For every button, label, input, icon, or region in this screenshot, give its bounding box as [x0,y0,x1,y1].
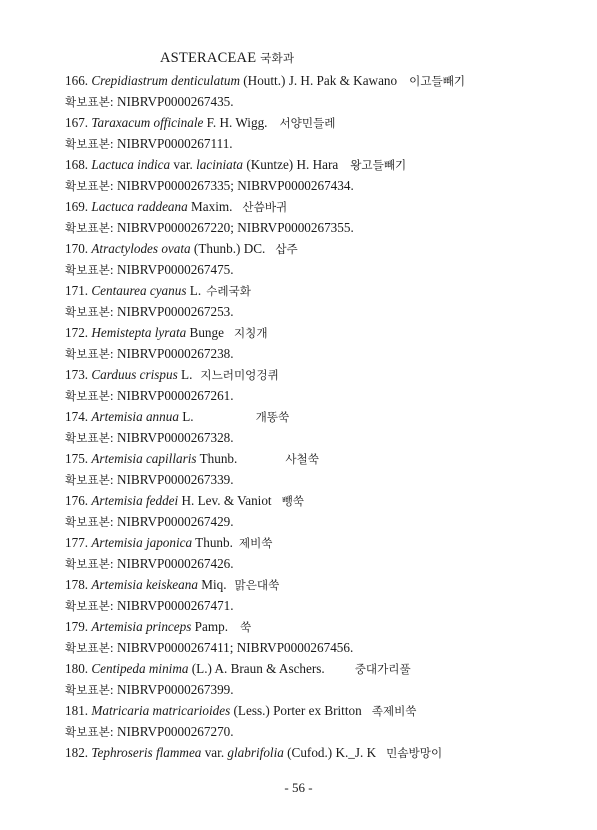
entry-number: 167. [65,115,89,130]
scientific-name: Carduus crispus [91,367,178,382]
author-citation: (Less.) Porter ex Britton [230,703,362,718]
species-entry [65,574,585,595]
voucher-line [65,175,585,196]
author-citation: (Houtt.) J. H. Pak & Kawano [239,73,398,88]
scientific-name: Lactuca raddeana [91,199,188,214]
scientific-name: Matricaria matricarioides [91,703,231,718]
author-citation: L. [177,367,193,382]
entry-number: 179. [65,619,89,634]
voucher-id: NIBRVP0000267261. [117,388,234,403]
entry-number: 169. [65,199,89,214]
species-entry [65,154,585,175]
author-citation: Thunb. [192,535,233,550]
voucher-line [65,427,585,448]
scientific-name: Crepidiastrum denticulatum [91,73,240,88]
author-citation: Bunge [186,325,224,340]
entry-number: 173. [65,367,89,382]
scientific-name: Artemisia annua [91,409,179,424]
korean-name: 삽주 [275,242,298,256]
voucher-label: 확보표본: [65,557,114,571]
korean-name: 왕고들빼기 [350,158,407,172]
voucher-line [65,637,585,658]
voucher-line [65,721,585,742]
author-citation: F. H. Wigg. [203,115,268,130]
author-citation: Miq. [197,577,227,592]
voucher-line [65,553,585,574]
voucher-id: NIBRVP0000267475. [117,262,234,277]
voucher-label: 확보표본: [65,599,114,613]
entry-number: 176. [65,493,89,508]
scientific-name: Taraxacum officinale [91,115,204,130]
korean-name: 이고들빼기 [409,74,466,88]
species-entry [65,490,585,511]
voucher-line [65,385,585,406]
species-entry [65,238,585,259]
entry-number: 180. [65,661,89,676]
voucher-label: 확보표본: [65,221,114,235]
entry-number: 182. [65,745,89,760]
species-entry [65,406,585,427]
entry-number: 172. [65,325,89,340]
family-name-latin: ASTERACEAE [160,50,257,66]
voucher-line [65,511,585,532]
korean-name: 뺑쑥 [281,494,304,508]
voucher-line [65,217,585,238]
voucher-id: NIBRVP0000267411; NIBRVP0000267456. [117,640,354,655]
scientific-name: Hemistepta lyrata [91,325,187,340]
korean-name: 민솜방망이 [386,746,443,760]
voucher-label: 확보표본: [65,347,114,361]
voucher-label: 확보표본: [65,725,114,739]
voucher-id: NIBRVP0000267253. [117,304,234,319]
species-entry [65,322,585,343]
entry-number: 177. [65,535,89,550]
scientific-name: Atractylodes ovata [91,241,191,256]
author-citation: Pamp. [191,619,229,634]
author-citation: Thunb. [196,451,238,466]
page-number: - 56 - [284,780,313,795]
species-entry [65,364,585,385]
entry-number: 175. [65,451,89,466]
scientific-name: Lactuca indica [91,157,171,172]
entry-number: 168. [65,157,89,172]
entry-number: 178. [65,577,89,592]
family-name-korean: 국화과 [260,51,295,65]
species-entry [65,196,585,217]
voucher-label: 확보표본: [65,473,114,487]
scientific-name: Artemisia capillaris [91,451,197,466]
voucher-label: 확보표본: [65,263,114,277]
voucher-label: 확보표본: [65,389,114,403]
entry-number: 166. [65,73,89,88]
voucher-label: 확보표본: [65,305,114,319]
voucher-id: NIBRVP0000267220; NIBRVP0000267355. [117,220,354,235]
voucher-id: NIBRVP0000267111. [117,136,233,151]
voucher-line [65,133,585,154]
species-entry [65,70,585,91]
voucher-label: 확보표본: [65,683,114,697]
voucher-id: NIBRVP0000267339. [117,472,234,487]
scientific-name: Artemisia princeps [91,619,192,634]
species-entry [65,658,585,679]
species-entry [65,448,585,469]
voucher-id: NIBRVP0000267435. [117,94,234,109]
scientific-name: Tephroseris flammea [91,745,202,760]
species-entry [65,112,585,133]
species-entry [65,742,585,763]
species-list [65,70,585,763]
korean-name: 중대가리풀 [354,662,411,676]
voucher-line [65,91,585,112]
korean-name: 사철쑥 [285,452,319,466]
korean-name: 제비쑥 [238,536,273,550]
scientific-name: Artemisia japonica [91,535,193,550]
korean-name: 지느러미엉겅퀴 [200,368,279,382]
voucher-label: 확보표본: [65,137,114,151]
author-citation: (Kuntze) H. Hara [243,157,339,172]
korean-name: 서양민들레 [279,116,336,130]
entry-number: 174. [65,409,89,424]
korean-name: 쑥 [240,620,252,634]
species-entry [65,700,585,721]
voucher-id: NIBRVP0000267335; NIBRVP0000267434. [117,178,354,193]
voucher-label: 확보표본: [65,641,114,655]
voucher-line [65,343,585,364]
entry-number: 181. [65,703,89,718]
species-entry [65,532,585,553]
voucher-line [65,469,585,490]
author-citation: Maxim. [187,199,233,214]
korean-name: 맑은대쑥 [234,578,280,592]
voucher-id: NIBRVP0000267238. [117,346,234,361]
scientific-name: glabrifolia [227,745,284,760]
scientific-name: laciniata [196,157,244,172]
author-citation: (Cufod.) K._J. K [283,745,377,760]
author-citation: H. Lev. & Vaniot [178,493,272,508]
voucher-line [65,679,585,700]
author-citation: L. [186,283,202,298]
voucher-line [65,259,585,280]
species-entry [65,280,585,301]
voucher-label: 확보표본: [65,515,114,529]
voucher-id: NIBRVP0000267328. [117,430,234,445]
voucher-label: 확보표본: [65,95,114,109]
voucher-id: NIBRVP0000267471. [117,598,234,613]
scientific-name: Artemisia feddei [91,493,179,508]
korean-name: 수레국화 [206,284,251,298]
korean-name: 지칭개 [233,326,268,340]
korean-name: 개똥쑥 [255,410,290,424]
korean-name: 족제비쑥 [371,704,417,718]
voucher-label: 확보표본: [65,431,114,445]
scientific-name: Centaurea cyanus [91,283,187,298]
entry-number: 170. [65,241,89,256]
family-heading [160,50,294,67]
voucher-line [65,595,585,616]
author-citation: var. [170,157,197,172]
korean-name: 산씀바귀 [242,200,288,214]
author-citation: (Thunb.) DC. [190,241,266,256]
voucher-id: NIBRVP0000267270. [117,724,234,739]
author-citation: L. [178,409,194,424]
voucher-id: NIBRVP0000267426. [117,556,234,571]
species-entry [65,616,585,637]
entry-number: 171. [65,283,89,298]
voucher-label: 확보표본: [65,179,114,193]
author-citation: var. [201,745,228,760]
scientific-name: Centipeda minima [91,661,189,676]
scientific-name: Artemisia keiskeana [91,577,198,592]
voucher-id: NIBRVP0000267429. [117,514,234,529]
voucher-line [65,301,585,322]
voucher-id: NIBRVP0000267399. [117,682,234,697]
author-citation: (L.) A. Braun & Aschers. [188,661,325,676]
